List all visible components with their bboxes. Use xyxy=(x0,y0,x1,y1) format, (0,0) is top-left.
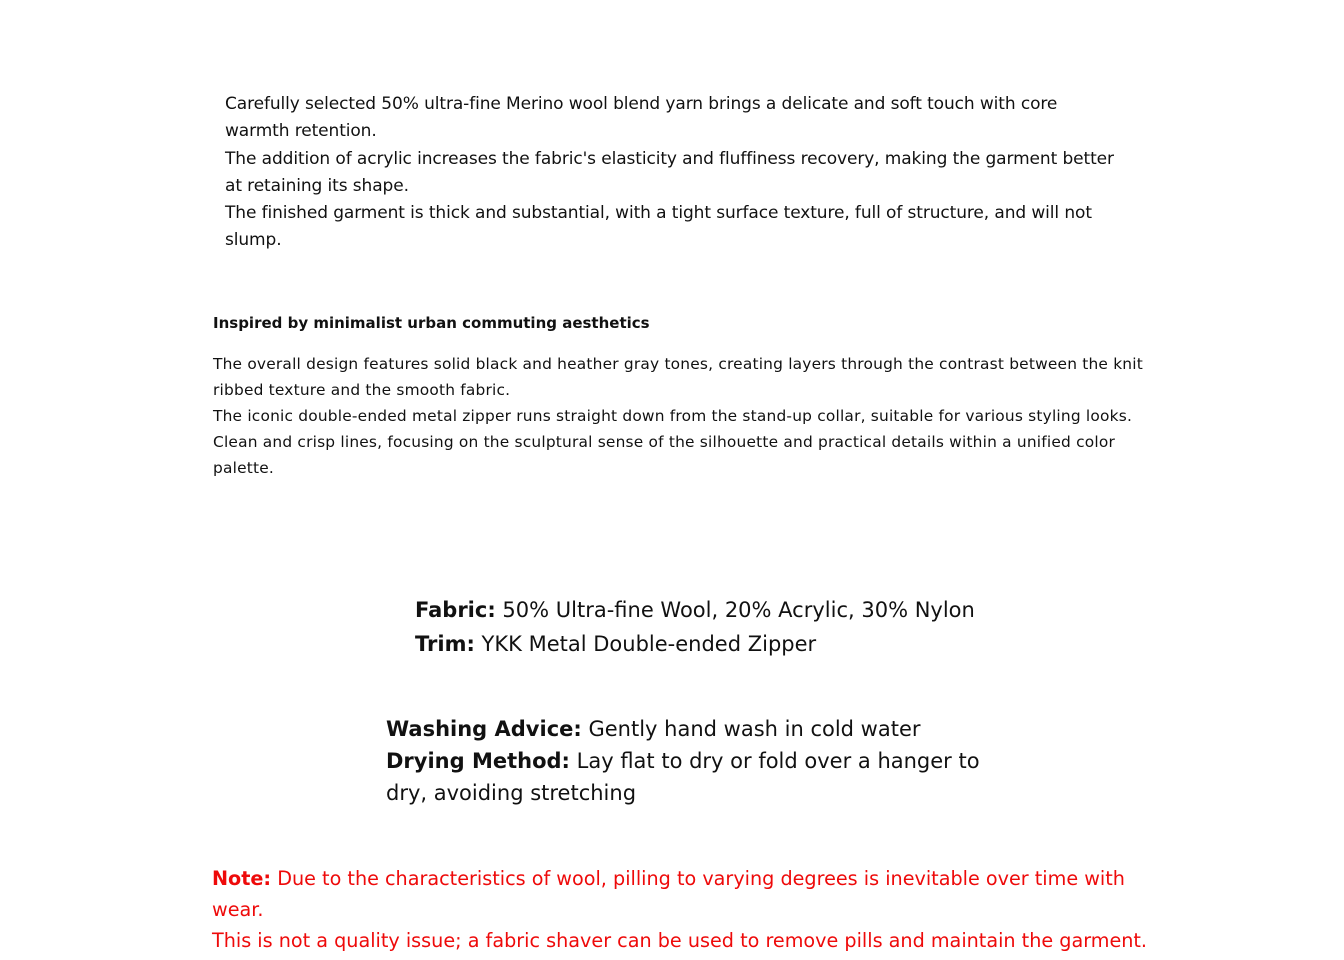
design-paragraph xyxy=(213,352,1143,482)
design-heading: Inspired by minimalist urban commuting aesthetics xyxy=(213,314,650,332)
care-instructions xyxy=(386,713,986,809)
drying-label: Drying Method: xyxy=(386,749,570,773)
intro-line: Carefully selected 50% ultra-fine Merino wool blend yarn brings a delicate and soft touch with core warmth retention. xyxy=(225,94,1058,142)
note-label: Note: xyxy=(212,867,272,890)
drying-value: Lay flat to dry or fold over a hanger to dry, avoiding stretching xyxy=(386,749,980,805)
washing-value: Gently hand wash in cold water xyxy=(588,717,921,741)
material-specs xyxy=(415,593,975,661)
intro-line: The finished garment is thick and substantial, with a tight surface texture, full of structure, and will not slump. xyxy=(225,203,1092,251)
design-line: Clean and crisp lines, focusing on the sculptural sense of the silhouette and practical details within a unified color palette. xyxy=(213,432,1115,477)
washing-row xyxy=(386,713,986,745)
intro-paragraph xyxy=(225,91,1125,255)
fabric-row xyxy=(415,593,975,627)
note-text-1: Due to the characteristics of wool, pilling to varying degrees is inevitable over time with wear. xyxy=(212,867,1125,921)
fabric-value: 50% Ultra-fine Wool, 20% Acrylic, 30% Nylon xyxy=(502,598,975,622)
note-line-1 xyxy=(212,863,1152,925)
design-line: The iconic double-ended metal zipper runs straight down from the stand-up collar, suitable for various styling looks. xyxy=(213,406,1133,425)
note-line-2: This is not a quality issue; a fabric shaver can be used to remove pills and maintain the garment. xyxy=(212,929,1148,952)
trim-row xyxy=(415,627,975,661)
trim-value: YKK Metal Double-ended Zipper xyxy=(481,632,817,656)
wool-note xyxy=(212,863,1152,952)
trim-label: Trim: xyxy=(415,632,475,656)
intro-line: The addition of acrylic increases the fabric's elasticity and fluffiness recovery, making the garment better at retaining its shape. xyxy=(225,148,1114,196)
washing-label: Washing Advice: xyxy=(386,717,582,741)
design-line: The overall design features solid black and heather gray tones, creating layers through the contrast between the knit ribbed texture and the smooth fabric. xyxy=(213,355,1143,399)
drying-row xyxy=(386,745,986,809)
fabric-label: Fabric: xyxy=(415,598,496,622)
